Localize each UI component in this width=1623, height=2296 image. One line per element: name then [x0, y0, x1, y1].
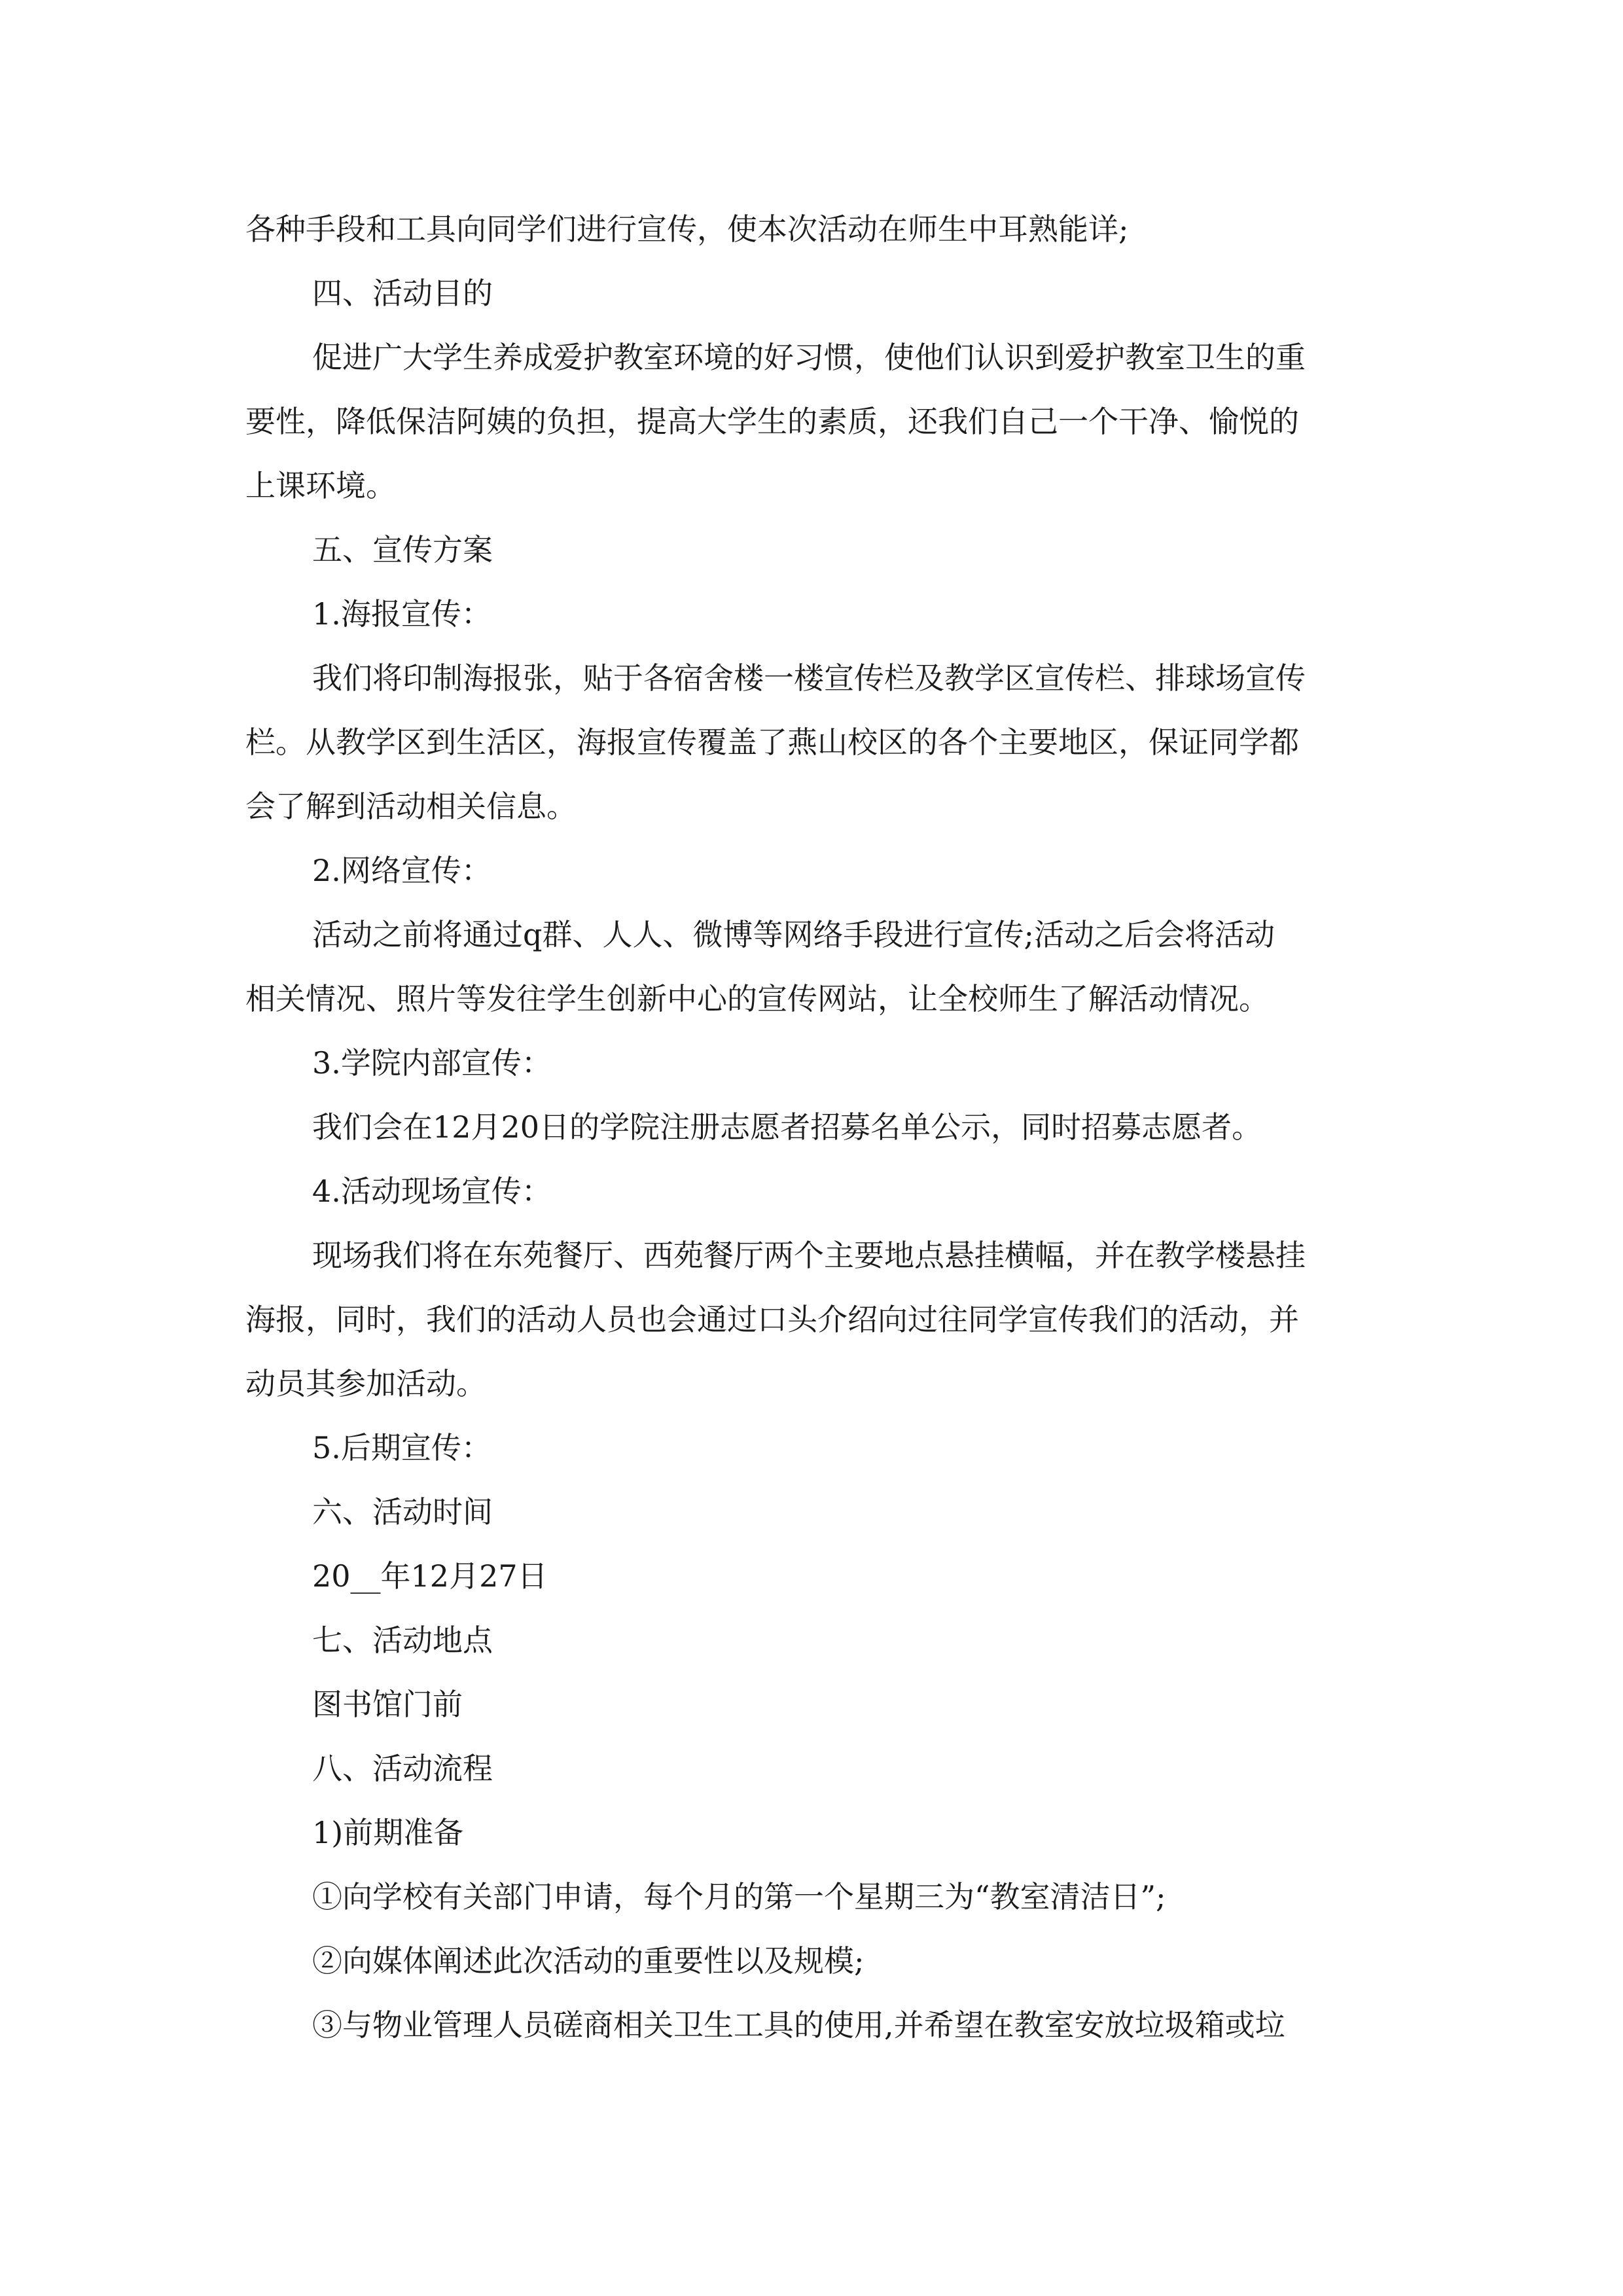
body-text-line: 相关情况、照片等发往学生创新中心的宣传网站，让全校师生了解活动情况。: [245, 981, 1269, 1016]
event-date: 20__年12月27日: [312, 1558, 548, 1594]
section-heading-time: 六、活动时间: [312, 1494, 493, 1530]
body-text-line: 上课环境。: [245, 468, 396, 503]
subheading-poster: 1.海报宣传：: [312, 596, 491, 632]
subheading-internal: 3.学院内部宣传：: [312, 1045, 552, 1081]
body-text-line: 栏。从教学区到生活区，海报宣传覆盖了燕山校区的各个主要地区，保证同学都: [245, 725, 1299, 760]
body-text-line: 促进广大学生养成爱护教室环境的好习惯，使他们认识到爱护教室卫生的重: [312, 340, 1306, 375]
subheading-onsite: 4.活动现场宣传：: [312, 1174, 552, 1209]
subheading-network: 2.网络宣传：: [312, 853, 491, 888]
event-location: 图书馆门前: [312, 1687, 463, 1722]
section-heading-promotion-plan: 五、宣传方案: [312, 532, 493, 567]
body-text-line: 会了解到活动相关信息。: [245, 789, 577, 824]
subheading-preparation: 1)前期准备: [312, 1815, 464, 1850]
list-item: ①向学校有关部门申请，每个月的第一个星期三为“教室清洁日”;: [312, 1879, 1166, 1914]
body-text-line: 现场我们将在东苑餐厅、西苑餐厅两个主要地点悬挂横幅，并在教学楼悬挂: [312, 1238, 1306, 1273]
body-text-line: 各种手段和工具向同学们进行宣传，使本次活动在师生中耳熟能详;: [245, 211, 1129, 247]
body-text-line: 要性，降低保洁阿姨的负担，提高大学生的素质，还我们自己一个干净、愉悦的: [245, 404, 1299, 439]
list-item: ②向媒体阐述此次活动的重要性以及规模;: [312, 1943, 865, 1979]
body-text-line: 活动之前将通过q群、人人、微博等网络手段进行宣传;活动之后会将活动: [312, 917, 1275, 952]
body-text-line: 动员其参加活动。: [245, 1366, 486, 1401]
section-heading-purpose: 四、活动目的: [312, 276, 493, 311]
section-heading-location: 七、活动地点: [312, 1623, 493, 1658]
list-item: ③与物业管理人员磋商相关卫生工具的使用,并希望在教室安放垃圾箱或垃: [312, 2007, 1285, 2043]
body-text-line: 海报，同时，我们的活动人员也会通过口头介绍向过往同学宣传我们的活动，并: [245, 1302, 1299, 1337]
subheading-later: 5.后期宣传：: [312, 1430, 491, 1465]
body-text-line: 我们将印制海报张，贴于各宿舍楼一楼宣传栏及教学区宣传栏、排球场宣传: [312, 660, 1306, 696]
body-text-line: 我们会在12月20日的学院注册志愿者招募名单公示，同时招募志愿者。: [312, 1109, 1262, 1145]
section-heading-process: 八、活动流程: [312, 1751, 493, 1786]
